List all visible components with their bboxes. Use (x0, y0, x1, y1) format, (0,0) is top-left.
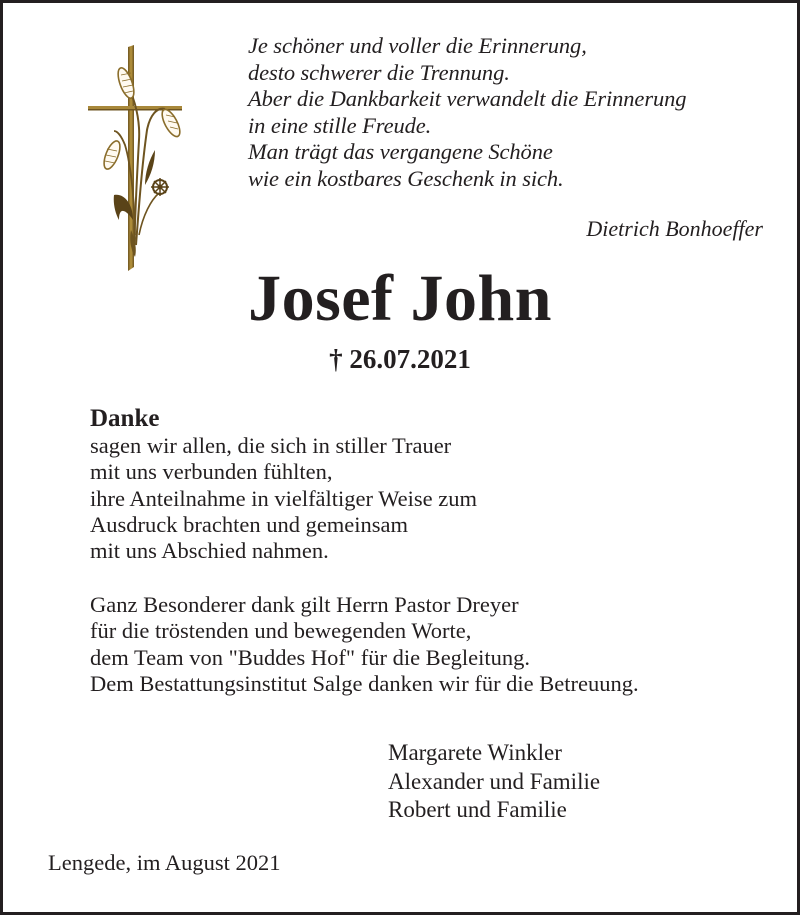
quote-line: in eine stille Freude. (248, 112, 432, 138)
signatory: Robert und Familie (388, 797, 567, 822)
signatories (388, 739, 600, 825)
thanks-line: ihre Anteilnahme in vielfältiger Weise zum (90, 485, 478, 511)
thanks-line: mit uns Abschied nahmen. (90, 538, 329, 564)
place-date: Lengede, im August 2021 (48, 850, 281, 875)
thanks-line: mit uns verbunden fühlten, (90, 459, 333, 485)
quote-line: Man trägt das vergangene Schöne (248, 139, 553, 164)
death-date: † 26.07.2021 (329, 344, 471, 374)
signatory: Margarete Winkler (388, 740, 562, 765)
quote-author: Dietrich Bonhoeffer (586, 216, 763, 241)
special-thanks-section (90, 592, 639, 697)
special-thanks-line: Dem Bestattungsinstitut Salge danken wir für die Betreuung. (90, 670, 639, 696)
quote (248, 33, 686, 192)
signatory: Alexander und Familie (388, 768, 601, 794)
thanks-heading: Danke (90, 405, 160, 432)
thanks-line: sagen wir allen, die sich in stiller Trauer (90, 433, 452, 458)
quote-line: Je schöner und voller die Erinnerung, (248, 33, 587, 58)
special-thanks-line: Ganz Besonderer dank gilt Herrn Pastor Dreyer (90, 592, 519, 617)
special-thanks-line: dem Team von "Buddes Hof" für die Begleitung. (90, 644, 531, 670)
special-thanks-line: für die tröstenden und bewegenden Worte, (90, 618, 472, 644)
quote-line: wie ein kostbares Geschenk in sich. (248, 165, 564, 191)
cross-wheat-icon (87, 45, 187, 271)
deceased-name: Josef John (248, 262, 552, 335)
thanks-line: Ausdruck brachten und gemeinsam (90, 511, 409, 537)
quote-line: desto schwerer die Trennung. (248, 59, 510, 85)
quote-line: Aber die Dankbarkeit verwandelt die Erinnerung (248, 86, 687, 111)
thanks-section (90, 405, 477, 564)
